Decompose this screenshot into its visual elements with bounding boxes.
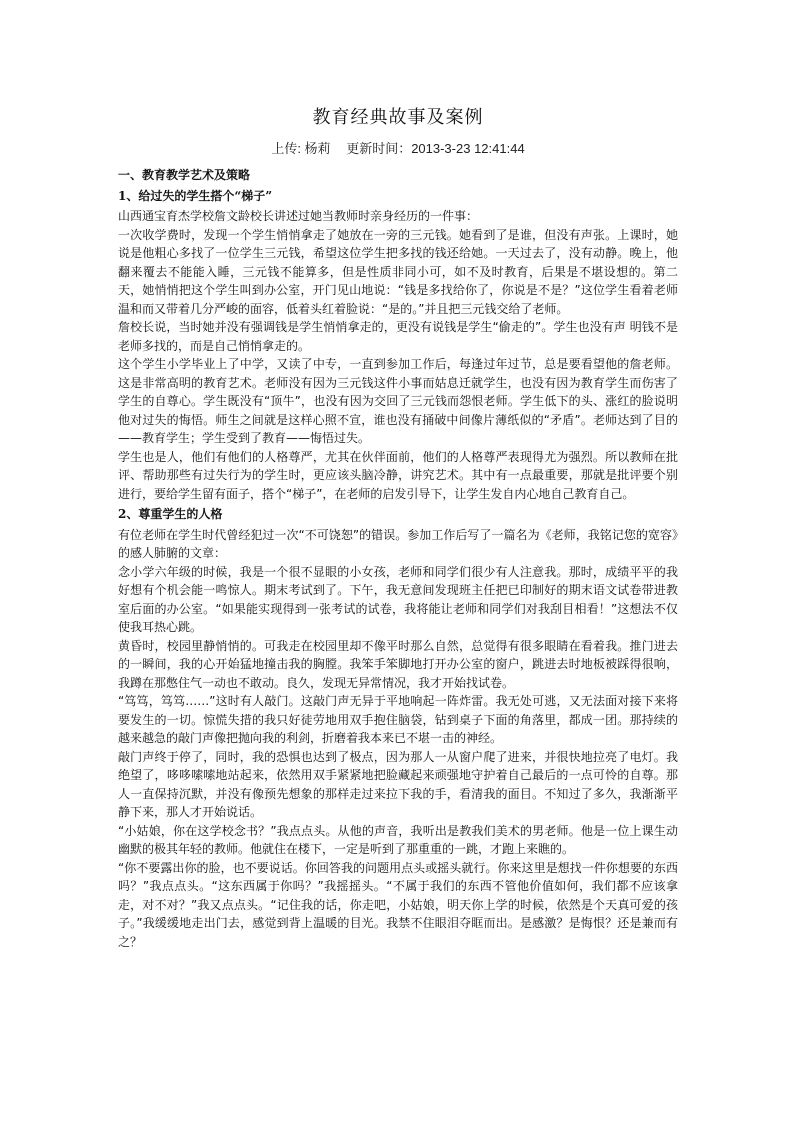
paragraph: 学生也是人，他们有他们的人格尊严，尤其在伙伴面前，他们的人格尊严表现得尤为强烈。所以教师在批评、帮助那些有过失行为的学生时，更应该头脑冷静，讲究艺术。其中有一点最重要，那就是批评要个别进行，要给学生留有面子，搭个“梯子”，在老师的启发引导下，让学生发自内心地自己教育自己。 — [118, 449, 678, 501]
document-body — [118, 166, 678, 951]
uploader-label: 上传: 杨莉 — [271, 141, 331, 156]
paragraph: 一次收学费时，发现一个学生悄悄拿走了她放在一旁的三元钱。她看到了是谁，但没有声张。上课时，她说是他粗心多找了一位学生三元钱，希望这位学生把多找的钱还给她。一天过去了，没有动静。晚上，他翻来覆去不能能入睡，三元钱不能算多，但是性质非同小可，如不及时教育，后果是不堪设想的。第二天，她悄悄把这个学生叫到办公室，开门见山地说：“钱是多找给你了，你说是不是？”这位学生看着老师温和而又带着几分严峻的面容，低着头红着脸说：“是的。”并且把三元钱交给了老师。 — [118, 227, 678, 316]
paragraph: 詹校长说，当时她并没有强调钱是学生悄悄拿走的，更没有说钱是学生“偷走的”。学生也没有声 明钱不是老师多找的，而是自己悄悄拿走的。 — [118, 320, 678, 353]
subsection-heading: 2、尊重学生的人格 — [118, 507, 223, 521]
document-title: 教育经典故事及案例 — [312, 107, 484, 128]
paragraph: 有位老师在学生时代曾经犯过一次“不可饶恕”的错误。参加工作后写了一篇名为《老师，我铭记您的宽容》的感人肺腑的文章： — [118, 527, 678, 560]
paragraph: 念小学六年级的时候，我是一个很不显眼的小女孩，老师和同学们很少有人注意我。那时，成绩平平的我好想有个机会能一鸣惊人。期末考试到了。下午，我无意间发现班主任把已印制好的期末语文试卷带进教室后面的办公室。“如果能实现得到一张考试的试卷，我将能让老师和同学们对我刮目相看！”这想法不仅使我耳热心跳。 — [118, 564, 678, 634]
paragraph: “笃笃，笃笃……”这时有人敲门。这敲门声无异于平地响起一阵炸雷。我无处可逃，又无法面对接下来将要发生的一切。惊慌失措的我只好徒劳地用双手抱住脑袋，钻到桌子下面的角落里，都成一团。那持续的越来越急的敲门声像把抛向我的利剑，折磨着我本来已不堪一击的神经。 — [118, 694, 678, 745]
paragraph: 山西通宝育杰学校詹文龄校长讲述过她当教师时亲身经历的一件事： — [118, 209, 479, 223]
document-meta — [118, 140, 678, 158]
subsection-heading: 1、给过失的学生搭个“梯子” — [118, 188, 273, 203]
paragraph: 敲门声终于停了，同时，我的恐惧也达到了极点，因为那人一从窗户爬了进来，并很快地拉亮了电灯。我绝望了，哆哆嗦嗦地站起来，依然用双手紧紧地把脸藏起来顽强地守护着自己最后的一点可怜的自尊。那人一直保持沉默，并没有像预先想象的那样走过来拉下我的手，看清我的面目。不知过了多久，我渐渐平静下来，那人才开始说话。 — [118, 749, 678, 819]
paragraph: “小姑娘，你在这学校念书？”我点点头。从他的声音，我听出是教我们美术的男老师。他是一位上课生动幽默的极其年轻的教师。他就住在楼下，一定是听到了那重重的一跳，才跑上来瞧的。 — [118, 823, 678, 856]
section-heading: 一、教育教学艺术及策略 — [118, 168, 251, 182]
document-page — [118, 100, 678, 951]
paragraph: 这个学生小学毕业上了中学，又读了中专，一直到参加工作后，每逢过年过节，总是要看望他的詹老师。这是非常高明的教育艺术。老师没有因为三元钱这件小事而姑息迁就学生，也没有因为教育学生而伤害了学生的自尊心。学生既没有“顶牛”，也没有因为交回了三元钱而怨恨老师。学生低下的头、涨红的脸说明他对过失的悔悟。师生之间就是这样心照不宣，谁也没有捅破中间像片薄纸似的“矛盾”。老师达到了目的——教育学生；学生受到了教育——悔悟过失。 — [118, 357, 678, 445]
paragraph: 黄昏时，校园里静悄悄的。可我走在校园里却不像平时那么自然，总觉得有很多眼睛在看着我。推门进去的一瞬间，我的心开始猛地撞击我的胸膛。我笨手笨脚地打开办公室的窗户，跳进去时地板被踩得很响，我蹲在那憋住气一动也不敢动。良久，发现无异常情况，我才开始找试卷。 — [118, 638, 678, 690]
paragraph: “你不要露出你的脸，也不要说话。你回答我的问题用点头或摇头就行。你来这里是想找一件你想要的东西吗？”我点点头。“这东西属于你吗？”我摇摇头。“不属于我们的东西不管他价值如何，我们都不应该拿走，对不对？”我又点点头。“记住我的话，你走吧，小姑娘，明天你上学的时候，依然是个天真可爱的孩子。”我缓缓地走出门去，感觉到背上温暖的目光。我禁不住眼泪夺眶而出。是感激？是悔恨？还是兼而有之？ — [118, 860, 678, 949]
updated-time-label: 更新时间：2013-3-23 12:41:44 — [346, 141, 525, 156]
